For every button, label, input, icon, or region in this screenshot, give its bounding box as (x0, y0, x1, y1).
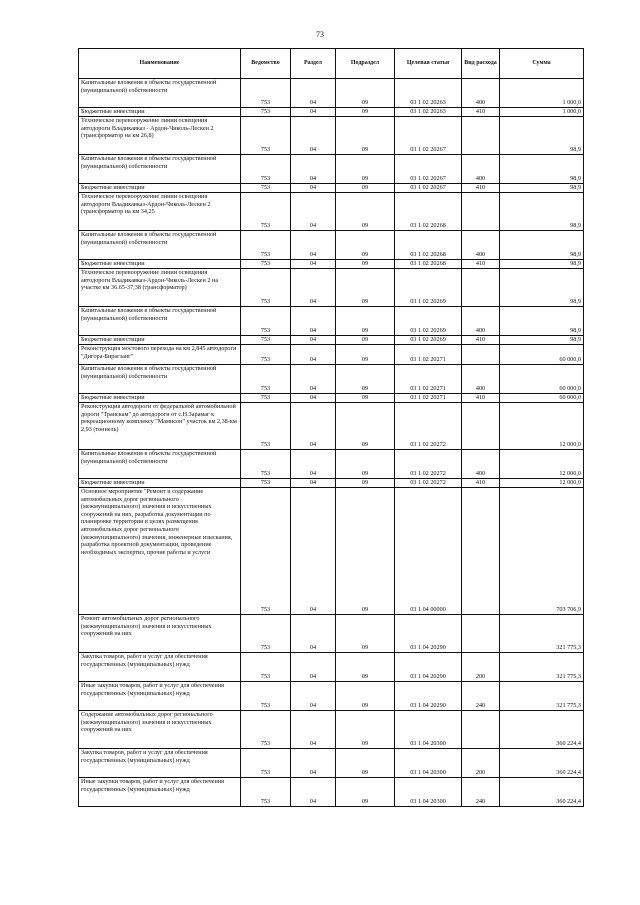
cell-sum: 98,9 (500, 155, 584, 184)
cell-type: 240 (462, 682, 500, 711)
cell-subsection: 09 (336, 269, 395, 307)
cell-section: 04 (291, 193, 336, 231)
cell-dept: 753 (241, 778, 291, 807)
cell-dept: 753 (241, 184, 291, 193)
cell-subsection: 09 (336, 193, 395, 231)
cell-type: 410 (462, 479, 500, 488)
cell-name: Капитальные вложения в объекты государственной (муниципальной) собственности (79, 450, 241, 479)
cell-sum: 60 000,0 (500, 365, 584, 394)
cell-name: Техническое перевооружение линии освещения автодороги Владикавказ-Ардон-Чиколь-Лескен 2 (трансформатор на км 34,25 (79, 193, 241, 231)
cell-target: 03 1 02 20269 (395, 269, 462, 307)
cell-subsection: 09 (336, 260, 395, 269)
cell-target: 03 1 02 20272 (395, 403, 462, 450)
cell-name: Иные закупки товаров, работ и услуг для обеспечения государственных (муниципальных) нужд (79, 778, 241, 807)
cell-subsection: 09 (336, 117, 395, 155)
cell-target: 03 1 04 20300 (395, 778, 462, 807)
cell-sum: 60 000,0 (500, 394, 584, 403)
cell-name: Ремонт автомобильных дорог регионального (межмуниципального) значения и искусственных сооружений на них (79, 615, 241, 653)
cell-dept: 753 (241, 108, 291, 117)
cell-name: Закупка товаров, работ и услуг для обеспечения государственных (муниципальных) нужд (79, 653, 241, 682)
cell-sum: 12 000,0 (500, 479, 584, 488)
cell-type: 400 (462, 155, 500, 184)
cell-subsection: 09 (336, 479, 395, 488)
table-row (79, 394, 584, 403)
cell-dept: 753 (241, 615, 291, 653)
cell-dept: 753 (241, 365, 291, 394)
cell-type (462, 711, 500, 749)
cell-sum: 321 775,3 (500, 682, 584, 711)
table-row (79, 479, 584, 488)
cell-type: 200 (462, 653, 500, 682)
cell-dept: 753 (241, 394, 291, 403)
cell-sum: 98,9 (500, 193, 584, 231)
cell-name: Бюджетные инвестиции (79, 479, 241, 488)
cell-target: 03 1 02 20268 (395, 260, 462, 269)
cell-target: 03 1 02 20269 (395, 336, 462, 345)
cell-section: 04 (291, 269, 336, 307)
cell-name: Капитальные вложения в объекты государственной (муниципальной) собственности (79, 155, 241, 184)
cell-type: 410 (462, 260, 500, 269)
table-row (79, 117, 584, 155)
cell-subsection: 09 (336, 778, 395, 807)
cell-target: 03 1 02 20268 (395, 193, 462, 231)
cell-type: 410 (462, 394, 500, 403)
cell-target: 03 1 02 20272 (395, 479, 462, 488)
cell-section: 04 (291, 155, 336, 184)
cell-type: 410 (462, 108, 500, 117)
header-type: Вид расхода (462, 49, 500, 79)
cell-subsection: 09 (336, 108, 395, 117)
cell-sum: 360 224,4 (500, 749, 584, 778)
cell-target: 03 1 02 20267 (395, 117, 462, 155)
table-row (79, 108, 584, 117)
cell-dept: 753 (241, 749, 291, 778)
cell-section: 04 (291, 749, 336, 778)
cell-target: 03 1 04 20300 (395, 711, 462, 749)
cell-target: 03 1 02 20263 (395, 108, 462, 117)
cell-type (462, 117, 500, 155)
cell-dept: 753 (241, 488, 291, 615)
table-row (79, 711, 584, 749)
cell-subsection: 09 (336, 79, 395, 108)
page-number: 73 (316, 30, 324, 39)
cell-target: 03 1 04 20300 (395, 749, 462, 778)
cell-dept: 753 (241, 79, 291, 108)
cell-type: 410 (462, 184, 500, 193)
cell-section: 04 (291, 488, 336, 615)
header-sum: Сумма (500, 49, 584, 79)
cell-section: 04 (291, 108, 336, 117)
cell-dept: 753 (241, 155, 291, 184)
cell-sum: 360 224,4 (500, 711, 584, 749)
cell-type: 400 (462, 365, 500, 394)
cell-name: Бюджетные инвестиции (79, 336, 241, 345)
table-row (79, 307, 584, 336)
cell-section: 04 (291, 231, 336, 260)
cell-target: 03 1 02 20272 (395, 450, 462, 479)
table-row (79, 193, 584, 231)
cell-name: Бюджетные инвестиции (79, 394, 241, 403)
cell-name: Бюджетные инвестиции (79, 108, 241, 117)
cell-target: 03 1 04 20290 (395, 615, 462, 653)
cell-dept: 753 (241, 711, 291, 749)
cell-subsection: 09 (336, 184, 395, 193)
cell-type (462, 403, 500, 450)
cell-subsection: 09 (336, 336, 395, 345)
table-row (79, 615, 584, 653)
cell-section: 04 (291, 345, 336, 365)
header-target: Целевая статья (395, 49, 462, 79)
cell-target: 03 1 04 20290 (395, 682, 462, 711)
cell-dept: 753 (241, 117, 291, 155)
cell-dept: 753 (241, 231, 291, 260)
cell-sum: 360 224,4 (500, 778, 584, 807)
cell-dept: 753 (241, 193, 291, 231)
cell-type: 400 (462, 231, 500, 260)
cell-name: Закупка товаров, работ и услуг для обеспечения государственных (муниципальных) нужд (79, 749, 241, 778)
cell-section: 04 (291, 778, 336, 807)
cell-section: 04 (291, 653, 336, 682)
cell-target: 03 1 02 20269 (395, 307, 462, 336)
cell-sum: 98,9 (500, 269, 584, 307)
table-row (79, 450, 584, 479)
cell-sum: 703 706,9 (500, 488, 584, 615)
header-dept: Ведомство (241, 49, 291, 79)
table-row (79, 336, 584, 345)
cell-section: 04 (291, 117, 336, 155)
cell-subsection: 09 (336, 615, 395, 653)
cell-type (462, 345, 500, 365)
cell-name: Бюджетные инвестиции (79, 260, 241, 269)
cell-type: 410 (462, 336, 500, 345)
cell-sum: 12 000,0 (500, 450, 584, 479)
cell-sum: 98,9 (500, 336, 584, 345)
cell-type: 240 (462, 778, 500, 807)
table-row (79, 260, 584, 269)
cell-subsection: 09 (336, 711, 395, 749)
cell-subsection: 09 (336, 307, 395, 336)
cell-name: Реконструкция мостового перехода на км 2,845 автодороги "Дигора-Бирагзанг" (79, 345, 241, 365)
cell-subsection: 09 (336, 394, 395, 403)
table-row (79, 365, 584, 394)
table-row (79, 345, 584, 365)
cell-dept: 753 (241, 269, 291, 307)
cell-type (462, 488, 500, 615)
cell-target: 03 1 02 20271 (395, 345, 462, 365)
cell-subsection: 09 (336, 345, 395, 365)
table-row (79, 231, 584, 260)
table-row (79, 653, 584, 682)
cell-subsection: 09 (336, 488, 395, 615)
cell-target: 03 1 04 20290 (395, 653, 462, 682)
cell-dept: 753 (241, 403, 291, 450)
cell-section: 04 (291, 260, 336, 269)
cell-name: Бюджетные инвестиции (79, 184, 241, 193)
cell-subsection: 09 (336, 403, 395, 450)
cell-name: Капитальные вложения в объекты государственной (муниципальной) собственности (79, 365, 241, 394)
cell-name: Капитальные вложения в объекты государственной (муниципальной) собственности (79, 79, 241, 108)
cell-sum: 1 000,0 (500, 79, 584, 108)
cell-dept: 753 (241, 307, 291, 336)
cell-name: Содержание автомобильных дорог регионального (межмуниципального) значения и искусственных сооружений на них (79, 711, 241, 749)
cell-type (462, 269, 500, 307)
cell-type: 400 (462, 450, 500, 479)
cell-subsection: 09 (336, 450, 395, 479)
cell-name: Капитальные вложения в объекты государственной (муниципальной) собственности (79, 231, 241, 260)
cell-section: 04 (291, 365, 336, 394)
cell-dept: 753 (241, 682, 291, 711)
cell-sum: 1 000,0 (500, 108, 584, 117)
cell-target: 03 1 02 20268 (395, 231, 462, 260)
cell-name: Техническое перевооружение линии освещения автодороги Владикавказ-Ардон-Чиколь-Лескен 2 на участке км 36.65-37,38 (трансформатор) (79, 269, 241, 307)
cell-sum: 98,9 (500, 260, 584, 269)
table-row (79, 79, 584, 108)
table-row (79, 749, 584, 778)
table-row (79, 155, 584, 184)
header-name: Наименование (79, 49, 241, 79)
cell-name: Капитальные вложения в объекты государственной (муниципальной) собственности (79, 307, 241, 336)
cell-sum: 98,9 (500, 184, 584, 193)
cell-name: Иные закупки товаров, работ и услуг для обеспечения государственных (муниципальных) нужд (79, 682, 241, 711)
cell-type: 200 (462, 749, 500, 778)
cell-dept: 753 (241, 336, 291, 345)
cell-target: 03 1 04 00000 (395, 488, 462, 615)
cell-subsection: 09 (336, 749, 395, 778)
cell-subsection: 09 (336, 653, 395, 682)
table-row (79, 778, 584, 807)
cell-name: Основное мероприятие "Ремонт и содержание автомобильных дорог регионального (межмуниципального) значения и искусственных сооружений на них, разработка документации по планировке территории в целях размещения автомобильных дорог регионального (межмуниципального) значения, инженерные изыскания, разработка проектной документации, проведение необходимых экспертиз, прочие работы и услуги (79, 488, 241, 615)
cell-dept: 753 (241, 450, 291, 479)
cell-target: 03 1 02 20267 (395, 184, 462, 193)
cell-sum: 98,9 (500, 117, 584, 155)
cell-name: Техническое перевооружение линии освещения автодороги Владикавказ - Ардон-Чиколь-Лескен 2 (трансформатор на км 26,8) (79, 117, 241, 155)
header-section: Раздел (291, 49, 336, 79)
cell-section: 04 (291, 711, 336, 749)
cell-sum: 321 775,3 (500, 615, 584, 653)
cell-target: 03 1 02 20263 (395, 79, 462, 108)
cell-section: 04 (291, 307, 336, 336)
cell-type (462, 615, 500, 653)
cell-sum: 98,9 (500, 307, 584, 336)
cell-type: 400 (462, 79, 500, 108)
cell-section: 04 (291, 615, 336, 653)
cell-section: 04 (291, 403, 336, 450)
cell-section: 04 (291, 394, 336, 403)
cell-sum: 12 000,0 (500, 403, 584, 450)
table-row (79, 488, 584, 615)
header-row (79, 49, 584, 79)
cell-dept: 753 (241, 653, 291, 682)
cell-target: 03 1 02 20267 (395, 155, 462, 184)
cell-section: 04 (291, 336, 336, 345)
cell-section: 04 (291, 479, 336, 488)
cell-dept: 753 (241, 479, 291, 488)
cell-subsection: 09 (336, 231, 395, 260)
cell-target: 03 1 02 20271 (395, 365, 462, 394)
header-subsection: Подраздел (336, 49, 395, 79)
table-row (79, 682, 584, 711)
cell-dept: 753 (241, 345, 291, 365)
budget-table (78, 48, 584, 807)
cell-name: Реконструкция автодороги от федеральной автомобильной дороги "Транскам" до автодороги от с.Н.Зарамаг к рекреационному комплексу "Мамисон" участок км 2,38-км 2,93 (тоннель) (79, 403, 241, 450)
cell-sum: 98,9 (500, 231, 584, 260)
cell-type (462, 193, 500, 231)
table-row (79, 403, 584, 450)
cell-section: 04 (291, 79, 336, 108)
cell-target: 03 1 02 20271 (395, 394, 462, 403)
cell-subsection: 09 (336, 365, 395, 394)
cell-subsection: 09 (336, 682, 395, 711)
cell-section: 04 (291, 184, 336, 193)
cell-type: 400 (462, 307, 500, 336)
table-row (79, 269, 584, 307)
cell-subsection: 09 (336, 155, 395, 184)
cell-section: 04 (291, 682, 336, 711)
table-row (79, 184, 584, 193)
cell-dept: 753 (241, 260, 291, 269)
cell-section: 04 (291, 450, 336, 479)
cell-sum: 60 000,0 (500, 345, 584, 365)
cell-sum: 321 775,3 (500, 653, 584, 682)
